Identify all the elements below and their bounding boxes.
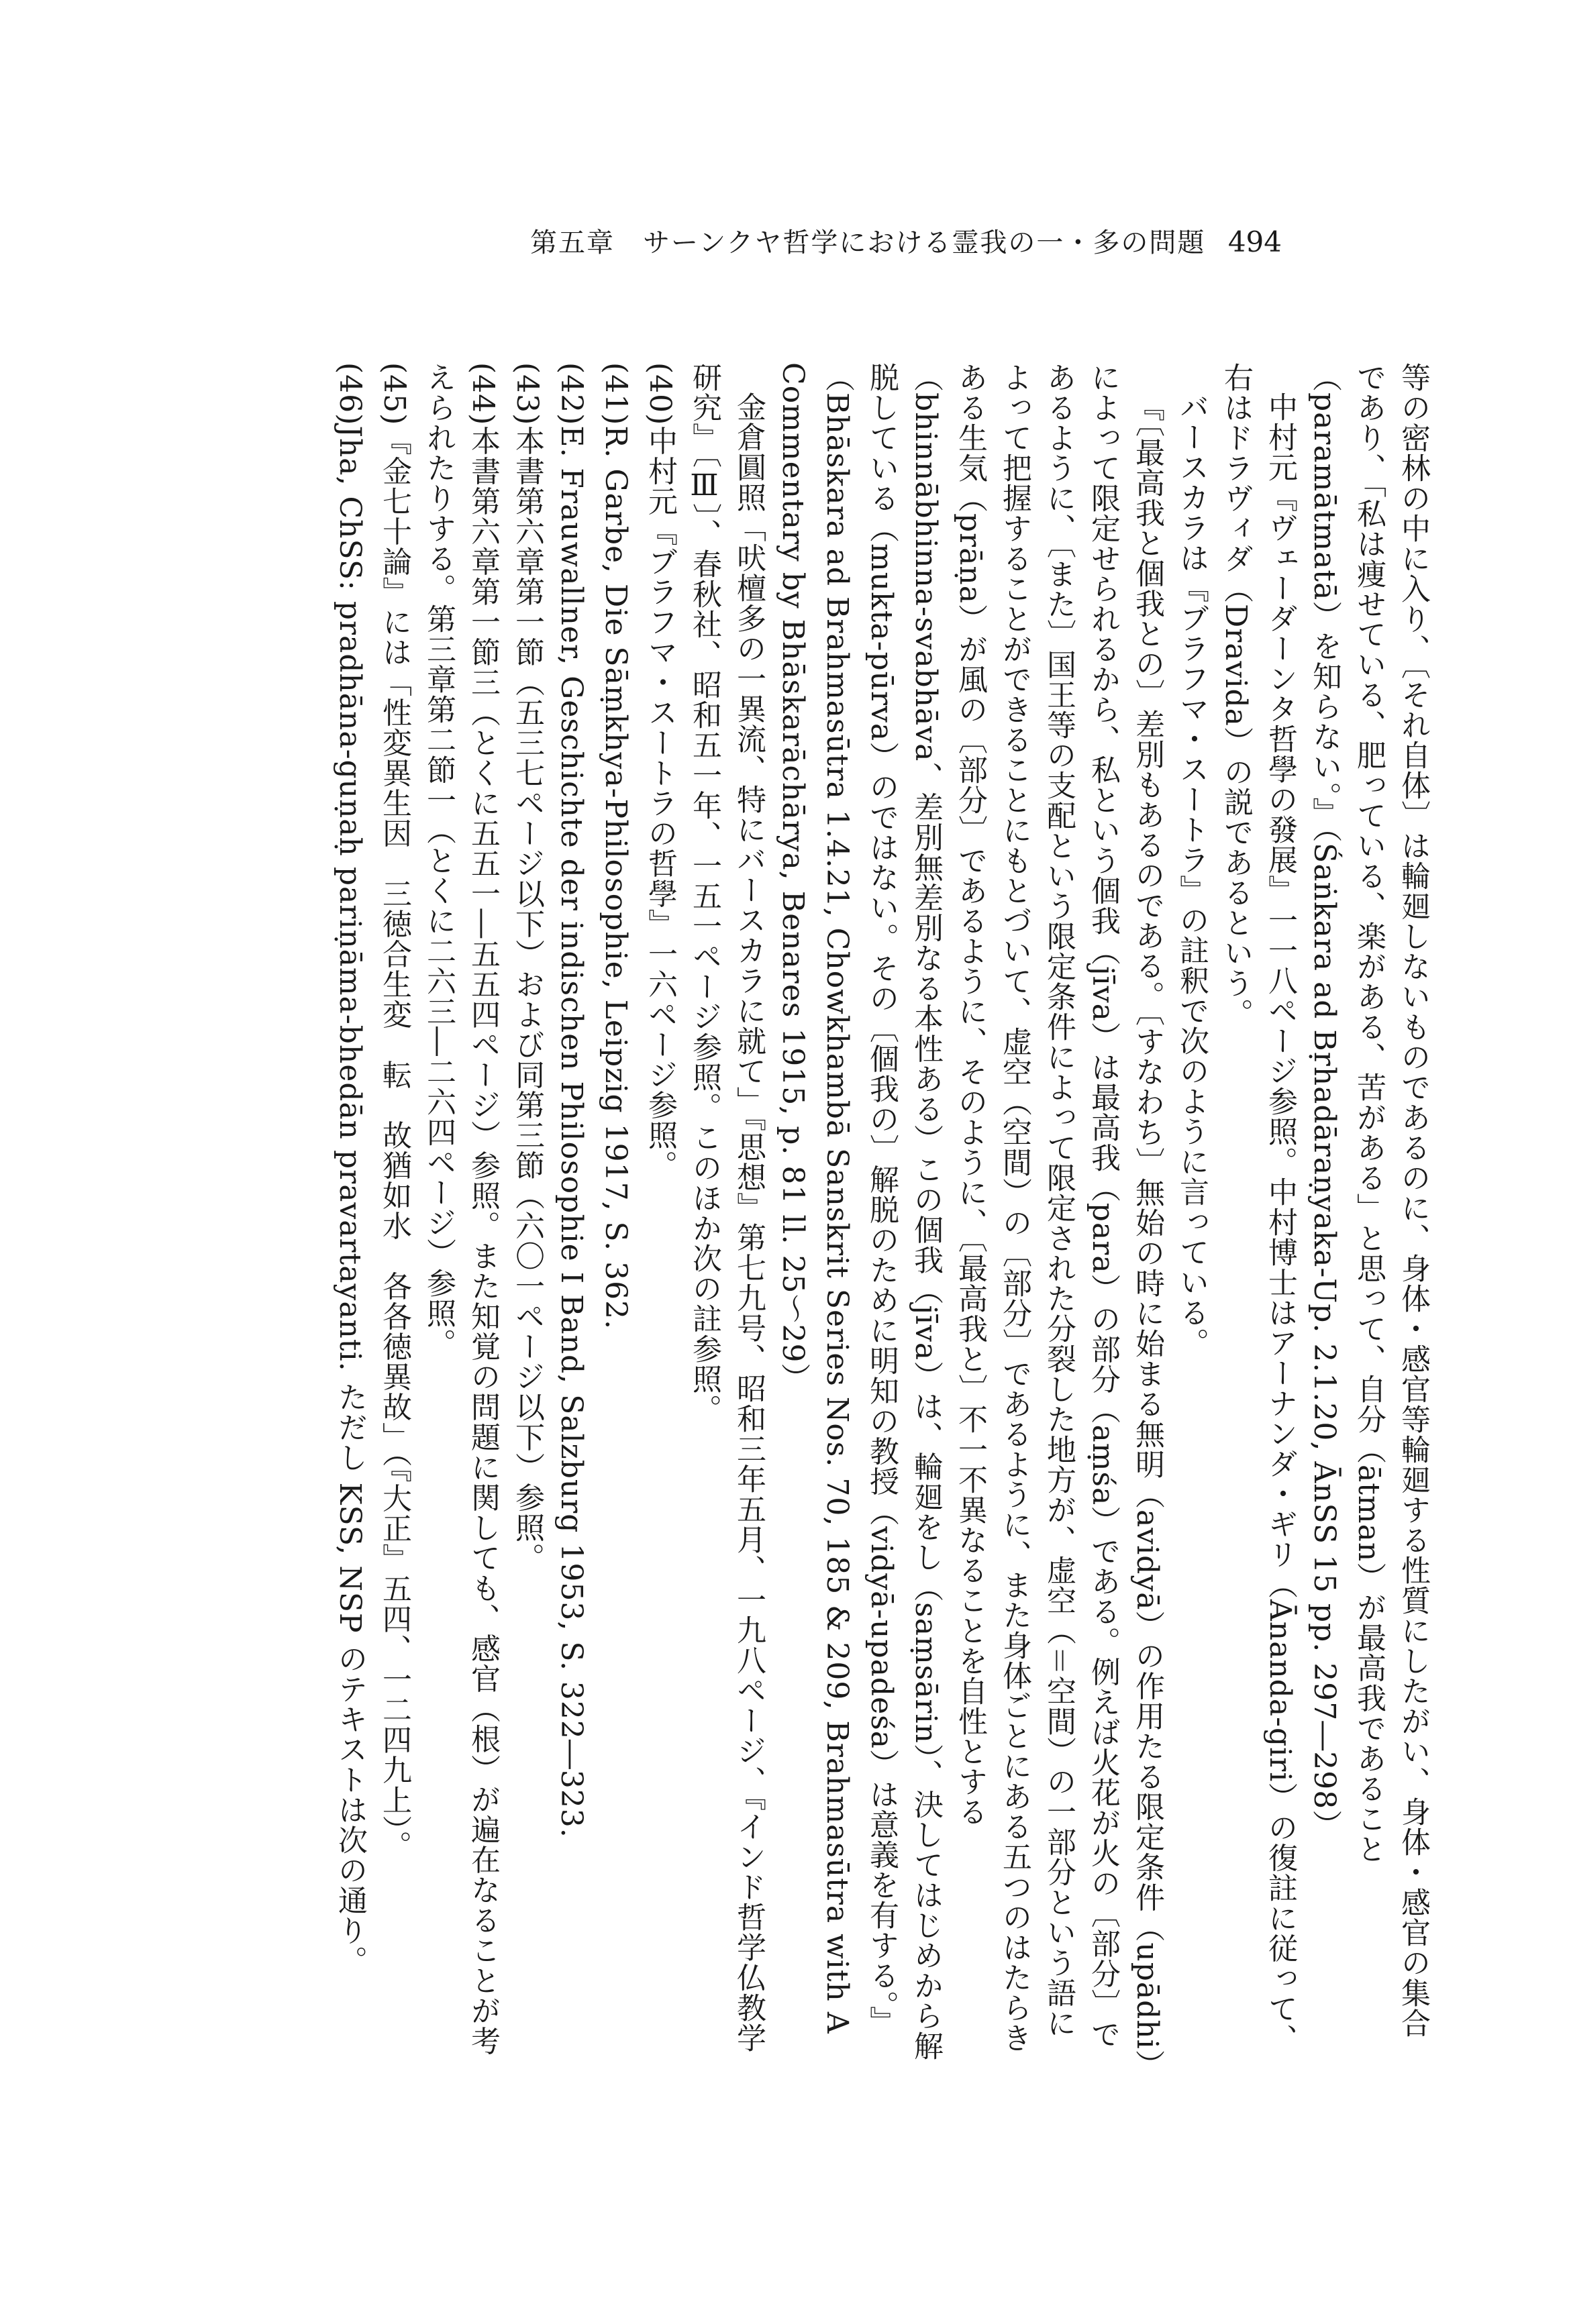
footnote-number: (41) bbox=[599, 362, 633, 426]
footnote-text: 中村元『ブラフマ・スートラの哲學』一六ページ参照。 bbox=[643, 425, 677, 1181]
main-text-body bbox=[327, 362, 1435, 2066]
footnote-number: (42) bbox=[554, 362, 589, 426]
body-paragraph-4: 『〔最高我と個我との〕差別もあるのである。〔すなわち〕無始の時に始まる無明（avidyā）の作用たる限定条件（upādhi）によって限定せられるから、私という個我（jīva）は最高我（para）の部分（aṃśa）である。例えば火花が火の〔部分〕であるように、〔また〕国王等の支配という限定条件によって限定された分裂した地方が、虚空（＝空間）の一部分という語によって把握することができることにもとづいて、虚空（空間）の〔部分〕であるように、また身体ごとにある五つのはたらきある生気（prāṇa）が風の〔部分〕であるように、そのように、〔最高我と〕不一不異なることを自性とする（bhinnābhinna-svabhāva、差別無差別なる本性ある）この個我（jīva）は、輪廻をし（saṃsārin）、決してはじめから解脱している（mukta-pūrva）のではない。その〔個我の〕解脱のために明知の教授（vidyā-upadeśa）は意義を有する。』（Bhāskara ad Brahmasūtra 1.4.21, Chowkhambā Sanskrit Series Nos. 70, 185 & 209, Brahmasūtra with A Commentary by Bhāskarāchārya, Benares 1915, p. 81 ll. 25～29） bbox=[776, 362, 1164, 2065]
footnote-number: (44) bbox=[466, 362, 500, 426]
footnote-45 bbox=[372, 362, 416, 2066]
body-paragraph-2: 中村元『ヴェーダーンタ哲學の發展』一一八ページ参照。中村博士はアーナンダ・ギリ（Ānanda-giri）の復註に従って、右はドラヴィダ（Dravida）の説であるという。 bbox=[1219, 362, 1297, 2054]
footnote-text: E. Frauwallner, Geschichte der indischen Philosophie I Band, Salzburg 1953, S. 322―323. bbox=[554, 425, 589, 1838]
footnote-number: (40) bbox=[643, 362, 677, 426]
footnote-text: R. Garbe, Die Sāṃkhya-Philosophie, Leipzig 1917, S. 362. bbox=[599, 425, 633, 1330]
footnote-44 bbox=[416, 362, 505, 2066]
body-paragraph-3: バースカラは『ブラフマ・スートラ』の註釈で次のように言っている。 bbox=[1174, 392, 1209, 1358]
footnote-number: (43) bbox=[510, 362, 544, 426]
footnote-number: (45) bbox=[377, 362, 411, 426]
footnote-text: 本書第六章第一節三（とくに五五一―五五四ページ）参照。また知覚の問題に関しても、感官（根）が遍在なることが考えられたりする。第三章第二節一（とくに二六三―二六四ページ）参照。 bbox=[421, 362, 500, 2056]
body-paragraph-1: 等の密林の中に入り、〔それ自体〕は輪廻しないものであるのに、身体・感官等輪廻する性質にしたがい、身体・感官の集合であり、「私は痩せている、肥っている、楽がある、苦がある」と思って、自分（ātman）が最高我であること（paramātmatā）を知らない。』（Śaṅkara ad Bṛhadāraṇyaka-Up. 2.1.20, ĀnSS 15 pp. 297―298） bbox=[1307, 362, 1430, 2038]
footnote-46 bbox=[327, 362, 372, 2066]
footnote-40 bbox=[638, 362, 682, 2066]
running-header bbox=[530, 221, 1282, 260]
footnote-number: (46) bbox=[333, 362, 367, 426]
footnote-43 bbox=[505, 362, 549, 2066]
body-paragraph-5: 金倉圓照「吠檀多の一異流、特にバースカラに就て」『思想』第七九号、昭和三年五月、一九八ページ、『インド哲学仏教学研究』〔Ⅲ〕、春秋社、昭和五一年、一五一ページ参照。このほか次の註参照。 bbox=[687, 362, 766, 2053]
chapter-title: 第五章 サーンクヤ哲学における霊我の一・多の問題 bbox=[530, 227, 1206, 258]
footnote-41 bbox=[593, 362, 638, 2066]
footnote-text: Jha, ChSS: pradhāna-guṇaḥ pariṇāma-bhedān pravartayanti. ただし KSS, NSP のテキストは次の通り。 bbox=[333, 425, 367, 1976]
footnote-text: 『金七十論』には「性変異生因 三徳合生変 転 故猶如水 各各徳異故」（『大正』五四、一二四九上）。 bbox=[377, 425, 411, 1861]
footnote-text: 本書第六章第一節（五三七ページ以下）および同第三節（六〇一ページ以下）参照。 bbox=[510, 425, 544, 1573]
footnote-42 bbox=[549, 362, 593, 2066]
page-number: 494 bbox=[1227, 225, 1282, 258]
